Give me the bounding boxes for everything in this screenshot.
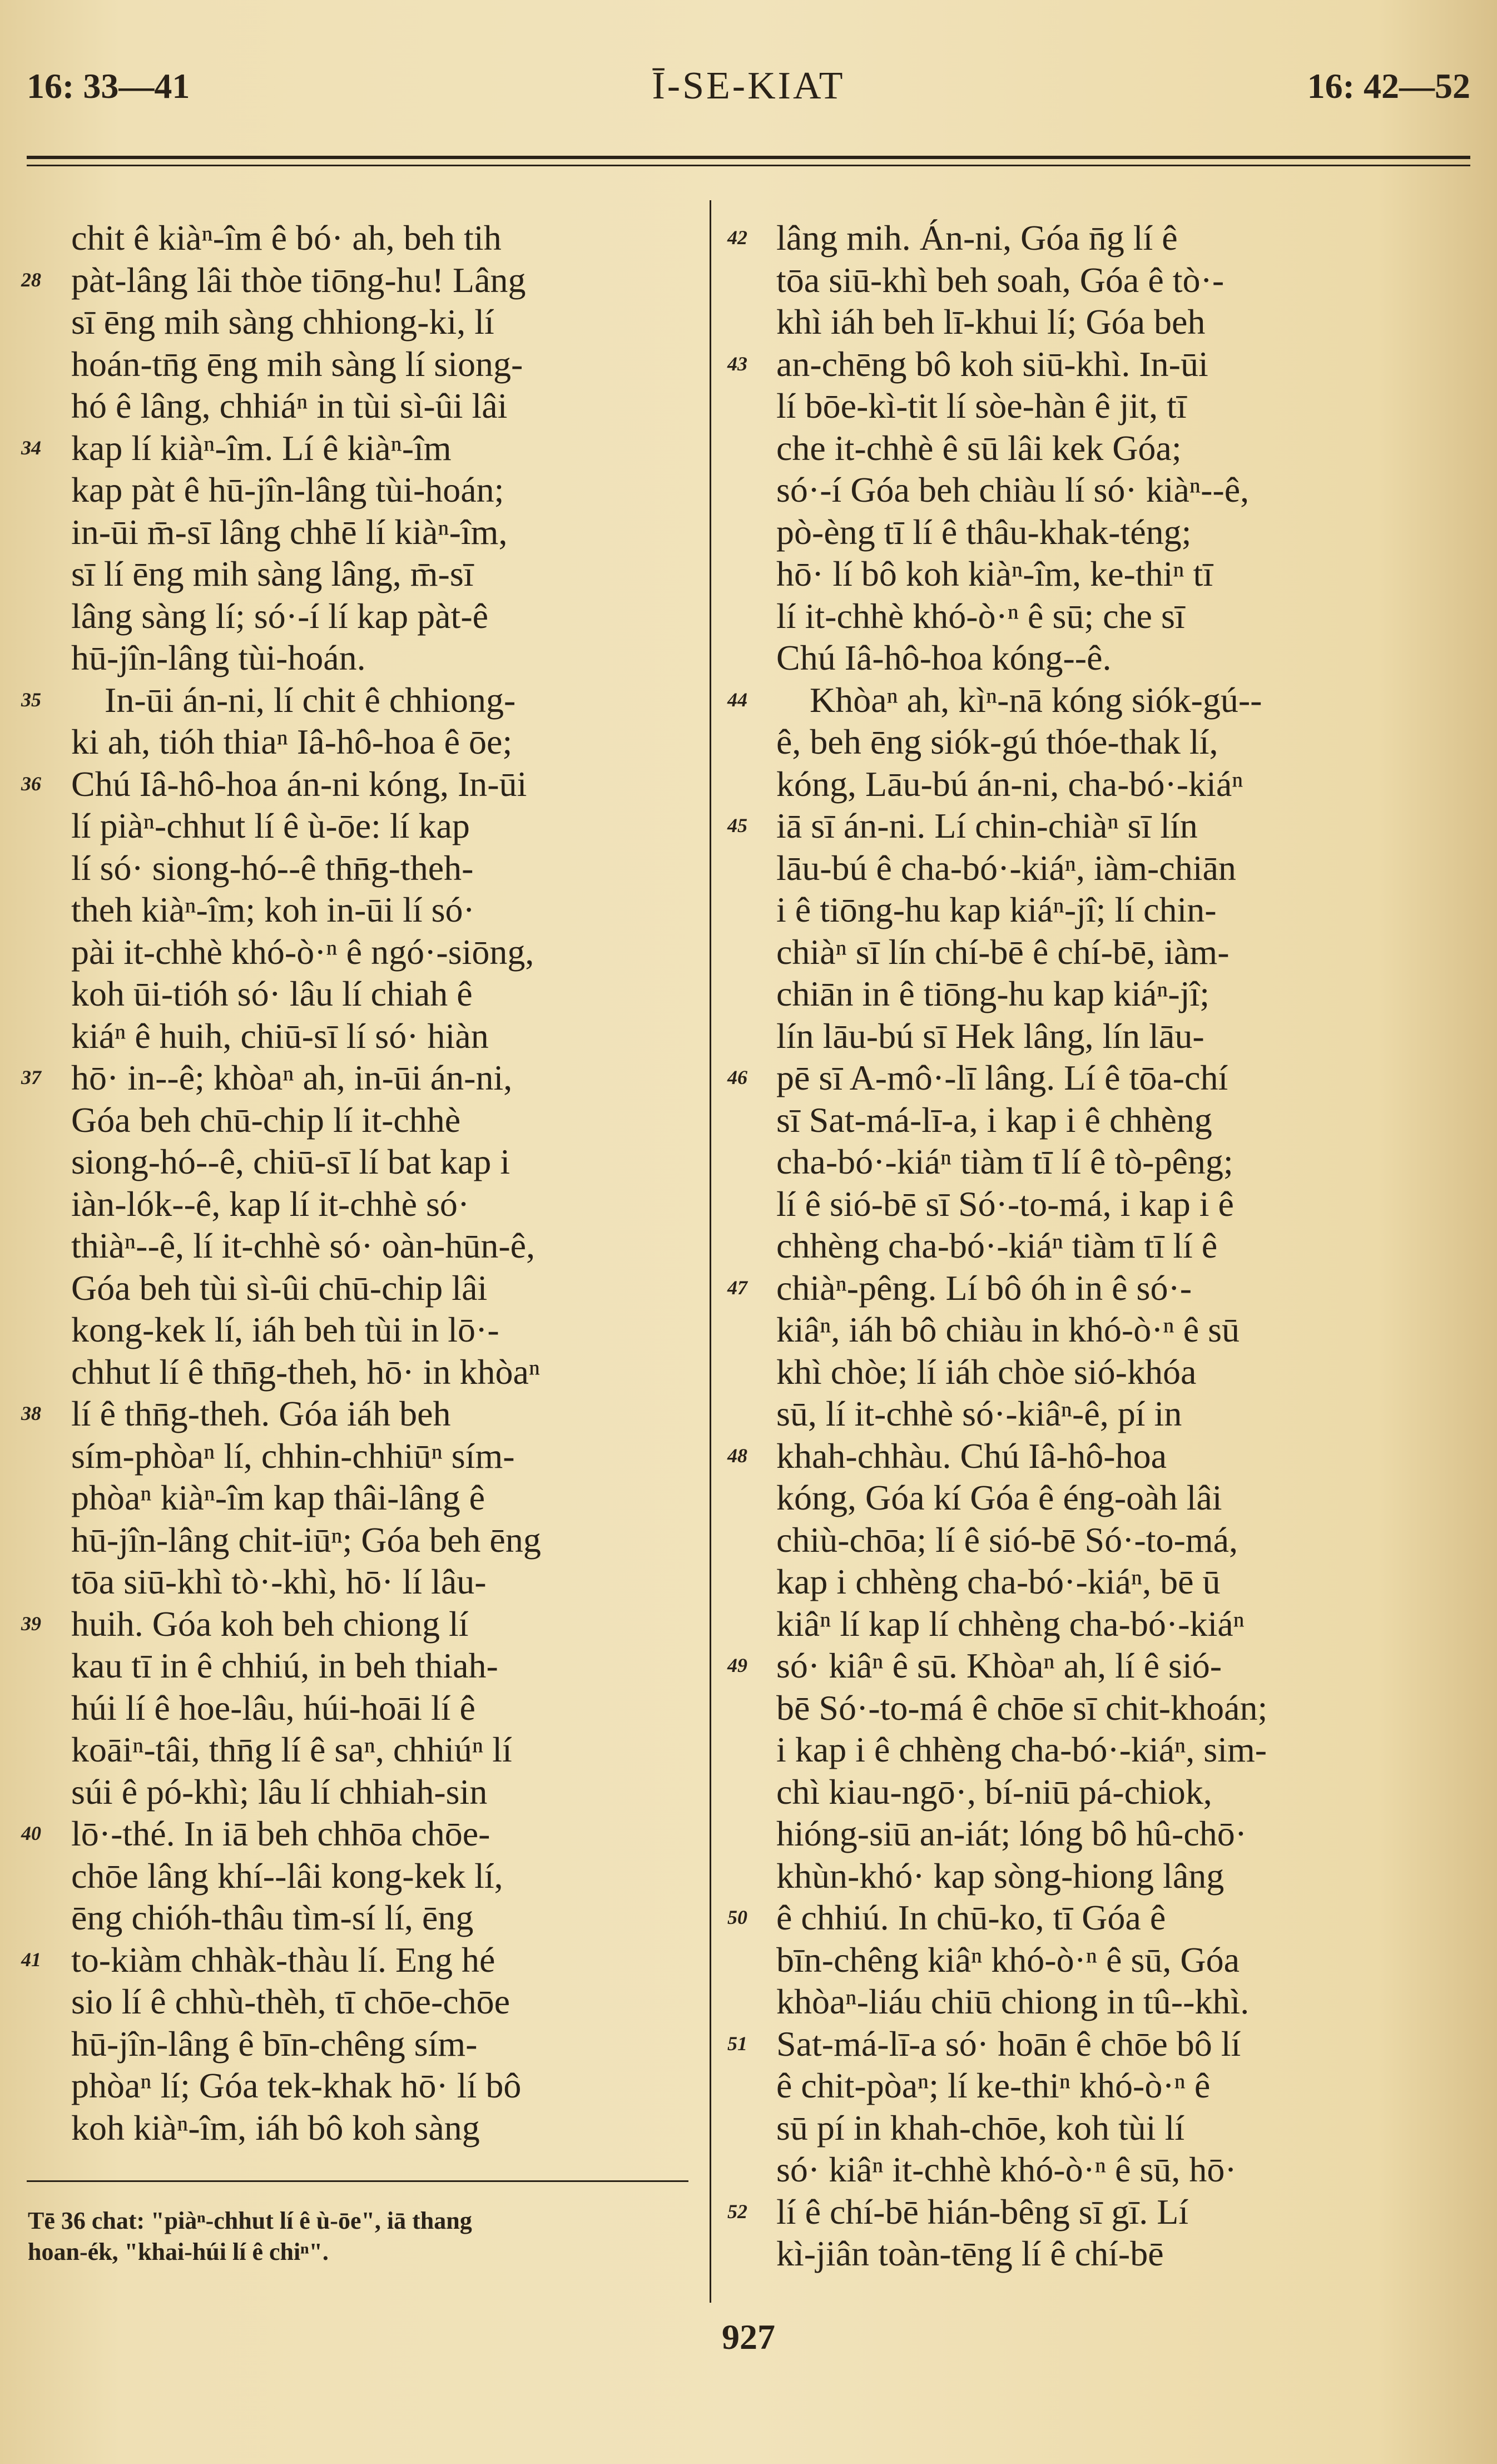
text-line (723, 637, 1407, 679)
text-line (723, 1519, 1407, 1561)
line-text: kong-kek lí, iáh beh tùi in lō·- (71, 1310, 499, 1349)
line-text: bīn-chêng kiâⁿ khó-ò·ⁿ ê sū, Góa (776, 1939, 1240, 1980)
verse-number: 44 (727, 688, 747, 711)
verse-number: 42 (727, 226, 747, 249)
line-text: hióng-siū an-iát; lóng bô hû-chō· (776, 1814, 1247, 1853)
line-text: Sat-má-lī-a só· hoān ê chōe bô lí (776, 2023, 1241, 2064)
line-text: ê chit-pòaⁿ; lí ke-thiⁿ khó-ò·ⁿ ê (776, 2066, 1211, 2105)
line-text: súi ê pó-khì; lâu lí chhiah-sin (71, 1772, 488, 1812)
text-line (723, 1477, 1407, 1519)
line-text: to-kiàm chhàk-thàu lí. Eng hé (71, 1939, 495, 1980)
line-text: iā sī án-ni. Lí chin-chiàⁿ sī lín (776, 806, 1198, 845)
line-text: koh ūi-tióh só· lâu lí chiah ê (71, 974, 473, 1013)
line-text: Góa beh chū-chip lí it-chhè (71, 1100, 461, 1140)
text-line (21, 259, 688, 301)
verse-number: 47 (727, 1276, 747, 1299)
verse-number: 52 (727, 2200, 747, 2223)
text-line (723, 2023, 1407, 2065)
text-line (723, 1855, 1407, 1897)
text-line (21, 1939, 688, 1981)
line-text: sím-phòaⁿ lí, chhin-chhiūⁿ sím- (71, 1436, 515, 1476)
text-line (723, 511, 1407, 553)
text-line (21, 1561, 688, 1603)
line-text: lí ê sió-bē sī Só·-to-má, i kap i ê (776, 1184, 1234, 1224)
text-line (21, 385, 688, 427)
text-line (723, 259, 1407, 301)
verse-number: 41 (21, 1948, 41, 1971)
line-text: i kap i ê chhèng cha-bó·-kiáⁿ, sim- (776, 1730, 1267, 1769)
text-line (723, 595, 1407, 637)
text-line (723, 1267, 1407, 1309)
text-line (21, 469, 688, 511)
line-text: tōa siū-khì tò·-khì, hō· lí lâu- (71, 1562, 487, 1601)
text-line (723, 1561, 1407, 1603)
line-text: pò-èng tī lí ê thâu-khak-téng; (776, 512, 1192, 552)
line-text: chiù-chōa; lí ê sió-bē Só·-to-má, (776, 1520, 1238, 1560)
text-line (723, 1687, 1407, 1729)
line-text: bē Só·-to-má ê chōe sī chit-khoán; (776, 1688, 1268, 1728)
line-text: phòaⁿ kiàⁿ-îm kap thâi-lâng ê (71, 1478, 485, 1517)
text-line (723, 2107, 1407, 2149)
line-text: lō·-thé. In iā beh chhōa chōe- (71, 1814, 490, 1853)
text-line (21, 1141, 688, 1183)
line-text: Khòaⁿ ah, kìⁿ-nā kóng siók-gú-- (810, 680, 1262, 720)
line-text: pē sī A-mô·-lī lâng. Lí ê tōa-chí (776, 1058, 1228, 1097)
text-line (723, 1393, 1407, 1435)
line-text: lí piàⁿ-chhut lí ê ù-ōe: lí kap (71, 806, 470, 845)
line-text: cha-bó·-kiáⁿ tiàm tī lí ê tò-pêng; (776, 1142, 1233, 1181)
text-line (21, 1099, 688, 1141)
text-line (21, 595, 688, 637)
text-line (21, 1309, 688, 1351)
line-text: lín lāu-bú sī Hek lâng, lín lāu- (776, 1016, 1204, 1056)
text-line (21, 1645, 688, 1687)
line-text: kì-jiân toàn-tēng lí ê chí-bē (776, 2234, 1164, 2273)
text-line (21, 1015, 688, 1057)
text-line (723, 2149, 1407, 2191)
verse-number: 37 (21, 1066, 41, 1088)
text-line (723, 931, 1407, 973)
column-divider (710, 200, 711, 2303)
text-line (723, 1729, 1407, 1771)
left-column (21, 217, 688, 2149)
text-line (21, 1057, 688, 1099)
line-text: khì chòe; lí iáh chòe sió-khóa (776, 1352, 1197, 1392)
text-line (21, 1519, 688, 1561)
line-text: Góa beh tùi sì-ûi chū-chip lâi (71, 1268, 488, 1308)
line-text: Chú Iâ-hô-hoa án-ni kóng, In-ūi (71, 764, 527, 804)
text-line (21, 1351, 688, 1393)
text-line (21, 217, 688, 259)
text-line (723, 763, 1407, 805)
text-line (723, 1183, 1407, 1225)
line-text: só· kiâⁿ ê sū. Khòaⁿ ah, lí ê sió- (776, 1646, 1222, 1685)
text-line (21, 511, 688, 553)
header-rule-thick (27, 156, 1470, 159)
text-line (21, 1183, 688, 1225)
verse-number: 36 (21, 772, 41, 795)
text-line (21, 1435, 688, 1477)
footnote-line: Tē 36 chat: "piàⁿ-chhut lí ê ù-ōe", iā thang (28, 2207, 472, 2234)
line-text: chiàⁿ sī lín chí-bē ê chí-bē, iàm- (776, 932, 1230, 972)
text-line (723, 217, 1407, 259)
verse-number: 48 (727, 1444, 747, 1467)
header-left-range: 16: 33—41 (27, 66, 190, 106)
line-text: lí ê chí-bē hián-bêng sī gī. Lí (776, 2191, 1189, 2232)
header-book-title: Ī-SE-KIAT (652, 65, 845, 107)
line-text: kap lí kiàⁿ-îm. Lí ê kiàⁿ-îm (71, 428, 452, 468)
line-text: hō· lí bô koh kiàⁿ-îm, ke-thiⁿ tī (776, 554, 1213, 593)
text-line (21, 1687, 688, 1729)
text-line (723, 889, 1407, 931)
line-text: koāiⁿ-tâi, thn̄g lí ê saⁿ, chhiúⁿ lí (71, 1730, 512, 1769)
line-text: iàn-lók--ê, kap lí it-chhè só· (71, 1184, 470, 1224)
text-line (21, 1855, 688, 1897)
text-line (723, 2191, 1407, 2233)
line-text: húi lí ê hoe-lâu, húi-hoāi lí ê (71, 1688, 475, 1728)
line-text: khòaⁿ-liáu chiū chiong in tû--khì. (776, 1982, 1250, 2021)
line-text: sī Sat-má-lī-a, i kap i ê chhèng (776, 1100, 1212, 1140)
text-line (21, 1897, 688, 1939)
text-line (21, 553, 688, 595)
line-text: chit ê kiàⁿ-îm ê bó· ah, beh tih (71, 218, 502, 258)
verse-number: 39 (21, 1612, 41, 1635)
line-text: sī lí ēng mih sàng lâng, m̄-sī (71, 554, 474, 593)
text-line (723, 301, 1407, 343)
running-header (27, 58, 1470, 114)
line-text: khì iáh beh lī-khui lí; Góa beh (776, 302, 1206, 342)
line-text: hó ê lâng, chhiáⁿ in tùi sì-ûi lâi (71, 386, 508, 425)
text-line (21, 763, 688, 805)
text-line (723, 1771, 1407, 1813)
text-line (723, 1099, 1407, 1141)
text-line (723, 1015, 1407, 1057)
verse-number: 35 (21, 688, 41, 711)
text-line (723, 427, 1407, 469)
text-line (21, 2023, 688, 2065)
text-line (21, 343, 688, 385)
line-text: pàt-lâng lâi thòe tiōng-hu! Lâng (71, 260, 526, 300)
text-line (723, 2065, 1407, 2107)
text-line (21, 1729, 688, 1771)
text-line (21, 427, 688, 469)
verse-number: 50 (727, 1906, 747, 1928)
text-line (21, 1267, 688, 1309)
line-text: lí ê thn̄g-theh. Góa iáh beh (71, 1394, 451, 1433)
line-text: che it-chhè ê sū lâi kek Góa; (776, 428, 1182, 468)
line-text: kiáⁿ ê huih, chiū-sī lí só· hiàn (71, 1016, 489, 1056)
line-text: chiān in ê tiōng-hu kap kiáⁿ-jî; (776, 974, 1210, 1013)
line-text: lâng mih. Án-ni, Góa n̄g lí ê (776, 218, 1178, 258)
line-text: hū-jîn-lâng chit-iūⁿ; Góa beh ēng (71, 1520, 541, 1560)
line-text: hū-jîn-lâng ê bīn-chêng sím- (71, 2023, 478, 2064)
text-line (21, 973, 688, 1015)
verse-number: 28 (21, 268, 41, 291)
text-line (723, 1897, 1407, 1939)
text-line (723, 1939, 1407, 1981)
line-text: koh kiàⁿ-îm, iáh bô koh sàng (71, 2107, 480, 2148)
verse-number: 40 (21, 1822, 41, 1844)
verse-number: 49 (727, 1654, 747, 1676)
line-text: sū, lí it-chhè só·-kiâⁿ-ê, pí in (776, 1394, 1182, 1433)
line-text: Chú Iâ-hô-hoa kóng--ê. (776, 638, 1112, 677)
text-line (21, 847, 688, 889)
line-text: In-ūi án-ni, lí chit ê chhiong- (105, 680, 516, 720)
text-line (21, 1813, 688, 1855)
text-line (21, 2065, 688, 2107)
line-text: hoán-tn̄g ēng mih sàng lí siong- (71, 344, 523, 384)
line-text: theh kiàⁿ-îm; koh in-ūi lí só· (71, 890, 475, 929)
text-line (723, 343, 1407, 385)
text-line (21, 1477, 688, 1519)
line-text: an-chēng bô koh siū-khì. In-ūi (776, 344, 1208, 384)
footnote-line: hoan-ék, "khai-húi lí ê chiⁿ". (28, 2238, 329, 2265)
line-text: chōe lâng khí--lâi kong-kek lí, (71, 1856, 503, 1896)
text-line (21, 1771, 688, 1813)
text-line (21, 679, 688, 721)
line-text: huih. Góa koh beh chiong lí (71, 1604, 469, 1644)
line-text: kóng, Lāu-bú án-ni, cha-bó·-kiáⁿ (776, 764, 1243, 804)
text-line (723, 2233, 1407, 2275)
text-line (21, 637, 688, 679)
verse-number: 38 (21, 1402, 41, 1424)
page-number: 927 (722, 2317, 775, 2357)
text-line (21, 931, 688, 973)
text-line (723, 847, 1407, 889)
text-line (21, 1225, 688, 1267)
text-line (723, 679, 1407, 721)
line-text: ēng chióh-thâu tìm-sí lí, ēng (71, 1898, 474, 1937)
text-line (723, 973, 1407, 1015)
line-text: hō· in--ê; khòaⁿ ah, in-ūi án-ni, (71, 1058, 513, 1097)
line-text: thiàⁿ--ê, lí it-chhè só· oàn-hūn-ê, (71, 1226, 536, 1265)
text-line (723, 1981, 1407, 2023)
text-line (723, 805, 1407, 847)
verse-number: 46 (727, 1066, 747, 1088)
line-text: khah-chhàu. Chú Iâ-hô-hoa (776, 1436, 1167, 1476)
verse-number: 45 (727, 814, 747, 837)
line-text: kiâⁿ, iáh bô chiàu in khó-ò·ⁿ ê sū (776, 1310, 1240, 1349)
line-text: só· kiâⁿ it-chhè khó-ò·ⁿ ê sū, hō· (776, 2150, 1237, 2189)
line-text: hū-jîn-lâng tùi-hoán. (71, 638, 366, 677)
text-line (723, 1603, 1407, 1645)
text-line (21, 1393, 688, 1435)
footnote-rule (27, 2180, 688, 2182)
line-text: lâng sàng lí; só·-í lí kap pàt-ê (71, 596, 489, 636)
line-text: phòaⁿ lí; Góa tek-khak hō· lí bô (71, 2066, 522, 2105)
line-text: kap pàt ê hū-jîn-lâng tùi-hoán; (71, 470, 504, 509)
text-line (21, 1603, 688, 1645)
footnote (28, 2205, 690, 2268)
line-text: pài it-chhè khó-ò·ⁿ ê ngó·-siōng, (71, 932, 534, 972)
line-text: khùn-khó· kap sòng-hiong lâng (776, 1856, 1225, 1896)
text-line (723, 553, 1407, 595)
text-line (723, 1309, 1407, 1351)
line-text: kap i chhèng cha-bó·-kiáⁿ, bē ū (776, 1562, 1221, 1601)
line-text: ê chhiú. In chū-ko, tī Góa ê (776, 1898, 1166, 1937)
text-line (723, 1351, 1407, 1393)
line-text: chiàⁿ-pêng. Lí bô óh in ê só·- (776, 1268, 1192, 1308)
text-line (723, 1645, 1407, 1687)
line-text: só·-í Góa beh chiàu lí só· kiàⁿ--ê, (776, 470, 1250, 509)
line-text: lí só· siong-hó--ê thn̄g-theh- (71, 848, 474, 888)
line-text: lí it-chhè khó-ò·ⁿ ê sū; che sī (776, 596, 1185, 636)
line-text: sū pí in khah-chōe, koh tùi lí (776, 2107, 1185, 2148)
text-line (21, 2107, 688, 2149)
line-text: ê, beh ēng siók-gú thóe-thak lí, (776, 722, 1218, 761)
text-line (723, 1813, 1407, 1855)
text-line (723, 1225, 1407, 1267)
text-line (723, 469, 1407, 511)
text-line (21, 721, 688, 763)
text-line (723, 1141, 1407, 1183)
line-text: chhut lí ê thn̄g-theh, hō· in khòaⁿ (71, 1352, 541, 1392)
line-text: ki ah, tióh thiaⁿ Iâ-hô-hoa ê ōe; (71, 722, 513, 761)
line-text: lí bōe-kì-tit lí sòe-hàn ê jit, tī (776, 386, 1187, 425)
line-text: chì kiau-ngō·, bí-niū pá-chiok, (776, 1772, 1212, 1812)
text-line (21, 301, 688, 343)
line-text: kóng, Góa kí Góa ê éng-oàh lâi (776, 1478, 1222, 1517)
text-line (723, 1057, 1407, 1099)
line-text: sī ēng mih sàng chhiong-ki, lí (71, 302, 494, 342)
text-line (21, 889, 688, 931)
line-text: kau tī in ê chhiú, in beh thiah- (71, 1646, 498, 1685)
line-text: lāu-bú ê cha-bó·-kiáⁿ, iàm-chiān (776, 848, 1236, 888)
line-text: sio lí ê chhù-thèh, tī chōe-chōe (71, 1982, 510, 2021)
verse-number: 34 (21, 436, 41, 459)
verse-number: 51 (727, 2032, 747, 2055)
text-line (723, 721, 1407, 763)
text-line (21, 805, 688, 847)
text-line (723, 1435, 1407, 1477)
line-text: chhèng cha-bó·-kiáⁿ tiàm tī lí ê (776, 1226, 1218, 1265)
line-text: in-ūi m̄-sī lâng chhē lí kiàⁿ-îm, (71, 512, 508, 552)
text-line (21, 1981, 688, 2023)
right-column (723, 217, 1407, 2275)
header-right-range: 16: 42—52 (1307, 66, 1470, 106)
line-text: i ê tiōng-hu kap kiáⁿ-jî; lí chin- (776, 890, 1217, 929)
line-text: siong-hó--ê, chiū-sī lí bat kap i (71, 1142, 510, 1181)
line-text: kiâⁿ lí kap lí chhèng cha-bó·-kiáⁿ (776, 1604, 1245, 1644)
header-rule-thin (27, 165, 1470, 166)
verse-number: 43 (727, 352, 747, 375)
text-line (723, 385, 1407, 427)
line-text: tōa siū-khì beh soah, Góa ê tò·- (776, 260, 1225, 300)
